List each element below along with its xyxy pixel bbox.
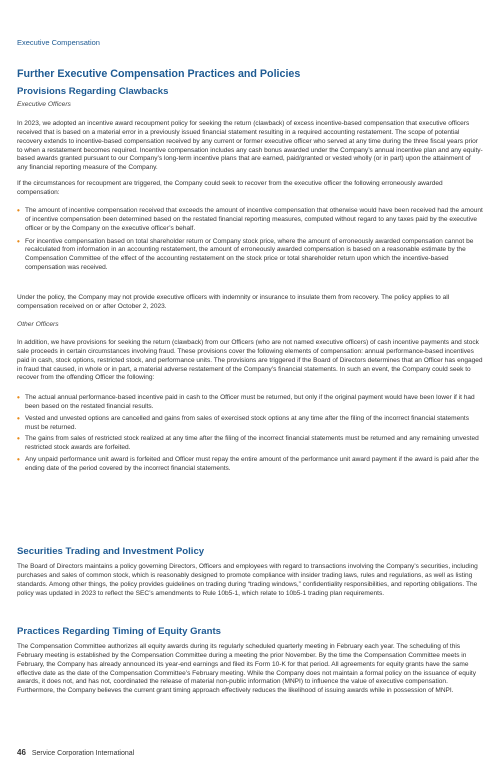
list-item: • For incentive compensation based on total shareholder return or Company stock price, where the amount of erroneously awarded compensation cannot be recalculated from information in an accounting restatement, the amount of erroneously awarded compensation is based on a reasonable estimate by the Compensation Committee of the effect of the accounting restatement on the stock price or total shareholder return upon which the incentive-based compensation was received. [17, 236, 474, 272]
running-head: Executive Compensation [17, 38, 100, 47]
bullet-icon: • [17, 236, 20, 246]
list-item: • Vested and unvested options are cancelled and gains from sales of exercised stock options at any time after the filing of the incorrect financial statements must be returned. [17, 413, 469, 431]
other-officers-subheading: Other Officers [17, 321, 59, 328]
footer [17, 748, 134, 757]
officer-recovery-list [17, 394, 483, 474]
bullet-icon: • [17, 393, 20, 402]
list-item: • The actual annual performance-based incentive paid in cash to the Officer must be returned, but only if the original payment would have been lower if it had been based on the restated financial results. [17, 393, 475, 410]
page-title: Further Executive Compensation Practices and Policies [17, 68, 301, 80]
clawbacks-heading: Provisions Regarding Clawbacks [17, 86, 169, 97]
bullet-icon: • [17, 206, 20, 215]
clawbacks-paragraph-1: In 2023, we adopted an incentive award recoupment policy for seeking the return (clawback) of excess incentive-based compensation that executive officers received that is based on a material error in a previously issued financial statement resulting in a required accounting restatement. The scope of potential recovery extends to incentive-based compensation received by any current or former executive officer who served at any time during the three fiscal years prior to when a restatement becomes required. Incentive compensation includes any cash bonus awarded under the Company’s annual incentive plan and any equity-based awards granted pursuant to our Company’s long-term incentive plans that are earned, paid/granted or vested wholly (or in part) upon the attainment of any financial reporting measure of the Company. [17, 120, 483, 172]
list-item: • Any unpaid performance unit award is forfeited and Officer must repay the entire amount of the performance unit award payment if the award is paid after the ending date of the period covered by the incorrect financial statements. [17, 455, 480, 472]
timing-heading: Practices Regarding Timing of Equity Grants [17, 626, 221, 637]
clawbacks-paragraph-4: In addition, we have provisions for seeking the return (clawback) from our Officers (who are not named executive officers) of cash incentive payments and stock sale proceeds in certain circumstances involving fraud. These provisions cover the following elements of compensation: annual performance-based incentives paid in cash, stock options, restricted stock, and performance units. The provisions are triggered if the Board of Directors determines that an Officer has engaged in fraud that caused, in whole or in part, a material adverse restatement of the Company’s financial statements. In such an event, the Company could seek to recover from the offending Officer the following: [17, 339, 483, 382]
securities-paragraph: The Board of Directors maintains a policy governing Directors, Officers and employees with regard to transactions involving the Company’s securities, including purchases and sales of common stock, which is reasonably designed to promote compliance with insider trading laws, rules and regulations, as well as listing standards. Among other things, the policy provides guidelines on trading during “trading windows,” confidentiality responsibilities, and reporting obligations. The policy was updated in 2023 to reflect the SEC’s amendments to Rule 10b5-1, which relate to 10b5-1 trading plan requirements. [17, 563, 478, 597]
bullet-icon: • [17, 413, 20, 423]
list-item: • The gains from sales of restricted stock realized at any time after the filing of the incorrect financial statements must be returned and any remaining unvested restricted stock awards are forfeited. [17, 434, 479, 452]
footer-company: Service Corporation International [31, 750, 135, 757]
list-item: • The amount of incentive compensation received that exceeds the amount of incentive compensation that otherwise would have been received had the amount of incentive compensation been determined based on the restated financial reporting measures, computed without regard to any taxes paid by the executive officer or by the Company on the executive officer’s behalf. [17, 206, 483, 232]
clawbacks-paragraph-2: If the circumstances for recoupment are triggered, the Company could seek to recover from the executive officer the following erroneously awarded compensation: [17, 180, 443, 196]
timing-paragraph: The Compensation Committee authorizes all equity awards during its regularly scheduled quarterly meeting in February each year. The scheduling of this February meeting is established by the Compensation Committee during a meeting the prior November. By the time the Compensation Committee meets in February, the Company has already announced its year-end earnings and filed its Form 10-K for that period. All agreements for equity grants have the same effective date as the date of the Compensation Committee’s February meeting. While the Company does not maintain a formal policy on the issuance of equity awards, it does not, and has not, coordinated the release of material non-public information (MNPI) to influence the value of executive compensation. Furthermore, the Company believes the current grant timing approach effectively reduces the likelihood of issuing awards while in possession of MNPI. [17, 643, 477, 695]
page-number: 46 [17, 748, 26, 757]
bullet-icon: • [17, 455, 20, 465]
erroneous-compensation-list [17, 207, 483, 273]
securities-heading: Securities Trading and Investment Policy [17, 546, 205, 557]
clawbacks-paragraph-3: Under the policy, the Company may not provide executive officers with indemnity or insurance to insulate them from recovery. The policy applies to all compensation received on or after October 2, 2023. [17, 294, 450, 310]
bullet-icon: • [17, 434, 20, 444]
executive-officers-subheading: Executive Officers [17, 101, 71, 108]
